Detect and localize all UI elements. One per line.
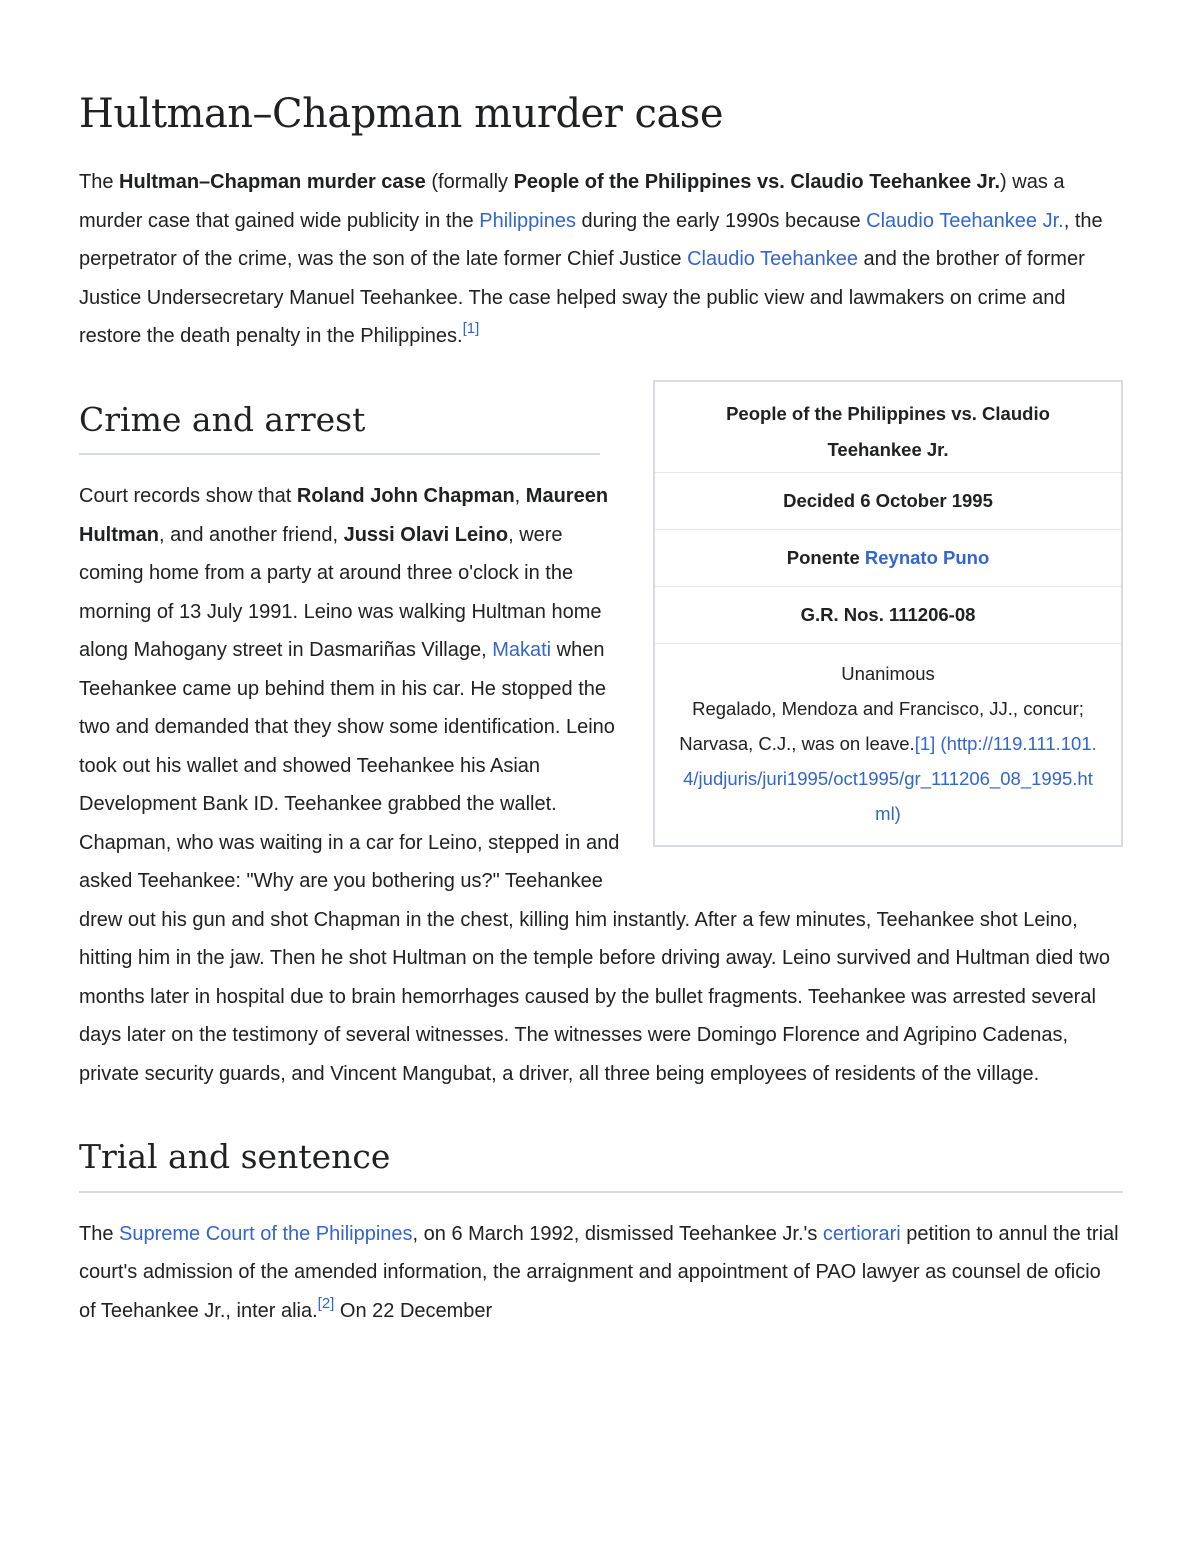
link-claudio-teehankee[interactable]: Claudio Teehankee [687, 248, 858, 270]
infobox [653, 380, 1123, 847]
intro-text: and the brother of former Justice Undersecretary Manuel Teehankee. The case helped sway the public view and lawmakers on crime and restore the death penalty in the Philippines. [79, 248, 1085, 347]
reference-2[interactable]: [2] [317, 1294, 335, 1312]
trial-text: petition to annul the trial court's admission of the amended information, the arraignment and appointment of PAO lawyer as counsel de oficio of Teehankee Jr., inter alia. [79, 1222, 1119, 1322]
infobox-external-link[interactable]: (http://119.111.101.4/judjuris/juri1995/oct1995/gr_111206_08_1995.html) [683, 732, 1097, 824]
bold-maureen-hultman: Maureen Hultman [79, 485, 609, 546]
infobox-decided-text: Decided 6 October 1995 [783, 489, 993, 511]
heading-crime-and-arrest: Crime and arrest [79, 400, 600, 456]
link-claudio-teehankee-jr[interactable]: Claudio Teehankee Jr. [866, 209, 1064, 232]
heading-trial-and-sentence: Trial and sentence [79, 1137, 1123, 1193]
crime-text: , were coming home from a party at around three o'clock in the morning of 13 July 1991. Leino was walking Hultman home along Mahogany street in Dasmariñas Village, [79, 523, 602, 662]
bold-roland-john-chapman: Roland John Chapman [296, 485, 515, 508]
crime-text: when Teehankee came up behind them in his car. He stopped the two and demanded that they show some identification. Leino took out his wallet and showed Teehankee his Asian Development Bank ID. Teehankee grabbed the wallet. Chapman, who was waiting in a car for Leino, stepped in and asked Teehankee: "Why are you bothering us?" Teehankee drew out his gun and shot Chapman in the chest, killing him instantly. After a few minutes, Teehankee shot Leino, hitting him in the jaw. Then he shot Hultman on the temple before driving away. Leino survived and Hultman died two months later in hospital due to brain hemorrhages caused by the bullet fragments. Teehankee was arrested several days later on the testimony of several witnesses. The witnesses were Domingo Florence and Agripino Cadenas, private security guards, and Vincent Mangubat, a driver, all three being employees of residents of the village. [79, 639, 1110, 1085]
link-reynato-puno-text: Reynato Puno [864, 546, 990, 568]
crime-text: , [514, 485, 526, 508]
intro-text: during the early 1990s because [575, 209, 867, 232]
infobox-decision [655, 644, 1121, 845]
trial-text: , on 6 March 1992, dismissed Teehankee Jr.'s [412, 1222, 823, 1245]
bold-jussi-olavi-leino: Jussi Olavi Leino [343, 523, 509, 546]
page-title: Hultman–Chapman murder case [79, 91, 723, 137]
trial-text: On 22 December [334, 1299, 493, 1322]
intro-text: ) was a murder case that gained wide publicity in the [79, 171, 1065, 232]
crime-text: Court records show that [79, 485, 297, 508]
infobox-gr-number [655, 587, 1121, 644]
intro-text: , the perpetrator of the crime, was the son of the late former Chief Justice [79, 209, 1103, 270]
infobox-decided [655, 473, 1121, 530]
intro-bold-case-name: Hultman–Chapman murder case [119, 171, 426, 193]
link-supreme-court[interactable]: Supreme Court of the Philippines [119, 1222, 413, 1245]
link-reynato-puno[interactable] [865, 547, 989, 568]
intro-paragraph [79, 163, 1123, 356]
reference-1[interactable]: [1] [462, 320, 480, 337]
infobox-reference-1[interactable]: [1] [914, 732, 936, 754]
infobox-ponente-label: Ponente [786, 546, 860, 568]
intro-bold-formal-name: People of the Philippines vs. Claudio Teehankee Jr. [513, 171, 1001, 193]
link-philippines[interactable]: Philippines [479, 209, 576, 232]
trial-text: The [79, 1222, 120, 1245]
section-trial-and-sentence [79, 1137, 1123, 1330]
link-makati[interactable]: Makati [492, 639, 552, 662]
crime-text: , and another friend, [159, 523, 344, 546]
infobox-ponente [655, 530, 1121, 587]
link-certiorari[interactable]: certiorari [822, 1222, 901, 1245]
section-crime-and-arrest [79, 400, 1123, 1094]
trial-paragraph [79, 1215, 1123, 1331]
infobox-gr-text: G.R. Nos. 111206-08 [800, 603, 976, 625]
infobox-title: People of the Philippines vs. Claudio Teehankee Jr. [655, 382, 1121, 473]
article [79, 0, 1123, 1330]
intro-text: (formally [425, 171, 514, 193]
infobox-unanimous: Unanimous [841, 662, 935, 684]
intro-text: The [79, 171, 120, 193]
infobox-concur: Regalado, Mendoza and Francisco, JJ., concur; Narvasa, C.J., was on leave. [679, 697, 1084, 754]
